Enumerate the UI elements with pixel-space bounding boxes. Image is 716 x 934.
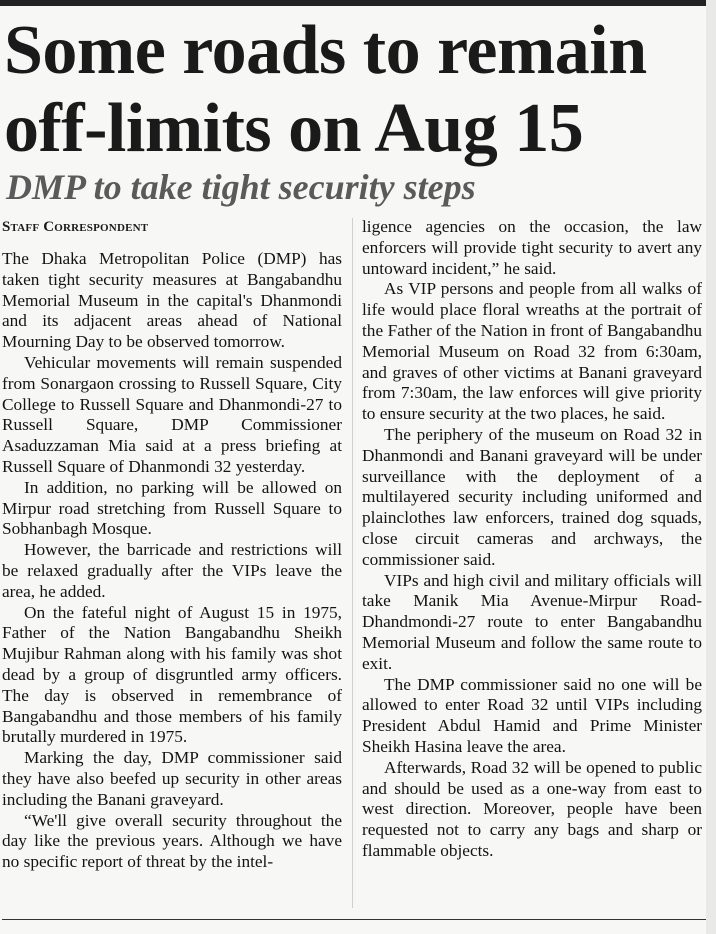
bottom-rule [2, 919, 706, 920]
paragraph: “We'll give overall security throughout the day like the previous years. Although we have no specific report of threat by the intel- [2, 810, 342, 872]
paragraph: Marking the day, DMP commissioner said they have also beefed up security in other areas including the Banani graveyard. [2, 748, 342, 809]
byline: Staff Correspondent [2, 219, 149, 235]
deck-subheadline: DMP to take tight security steps [6, 167, 476, 207]
paragraph: On the fateful night of August 15 in 1975, Father of the Nation Bangabandhu Sheikh Mujibur Rahman along with his family was shot dead by a group of disgruntled army officers. The day is observed in remembrance of Bangabandhu and those members of his family brutally murdered in 1975. [2, 602, 342, 747]
paragraph: In addition, no parking will be allowed on Mirpur road stretching from Russell Square to Sobhanbagh Mosque. [2, 477, 342, 539]
column-divider [352, 218, 353, 908]
paragraph: VIPs and high civil and military officials will take Manik Mia Avenue-Mirpur Road-Dhandmondi-27 route to enter Bangabandhu Memorial Museum and follow the same route to exit. [362, 570, 702, 673]
paragraph: ligence agencies on the occasion, the law enforcers will provide tight security to avert any untoward incident,” he said. [362, 217, 702, 278]
paragraph: The Dhaka Metropolitan Police (DMP) has taken tight security measures at Bangabandhu Memorial Museum in the capital's Dhanmondi and its adjacent areas ahead of National Mourning Day to be observed tomorrow. [2, 249, 342, 352]
left-column [2, 249, 342, 873]
paragraph: However, the barricade and restrictions will be relaxed gradually after the VIPs leave the area, he added. [2, 540, 342, 601]
top-border [0, 0, 716, 6]
paragraph: The DMP commissioner said no one will be allowed to enter Road 32 until VIPs including President Abdul Hamid and Prime Minister Sheikh Hasina leave the area. [362, 674, 702, 756]
paragraph: As VIP persons and people from all walks of life would place floral wreaths at the portrait of the Father of the Nation in front of Bangabandhu Memorial Museum on Road 32 from 6:30am, and graves of other victims at Banani graveyard from 7:30am, the law enforces will give priority to ensure security at the two places, he said. [362, 279, 702, 424]
headline [4, 12, 708, 168]
paragraph: Afterwards, Road 32 will be opened to public and should be used as a one-way from east to west direction. Moreover, people have been requested not to carry any bags and sharp or flammable objects. [362, 757, 702, 860]
paragraph: The periphery of the museum on Road 32 in Dhanmondi and Banani graveyard will be under surveillance with the deployment of a multilayered security including uniformed and plainclothes law enforcers, trained dog squads, close circuit cameras and archways, the commissioner said. [362, 424, 702, 569]
headline-line-1: Some roads to remain [4, 12, 647, 89]
paragraph: Vehicular movements will remain suspended from Sonargaon crossing to Russell Square, City College to Russell Square and Dhanmondi-27 to Russell Square, DMP Commissioner Asaduzzaman Mia said at a press briefing at Russell Square of Dhanmondi 32 yesterday. [2, 352, 342, 476]
headline-line-2: off-limits on Aug 15 [4, 90, 584, 167]
right-column [362, 217, 702, 862]
